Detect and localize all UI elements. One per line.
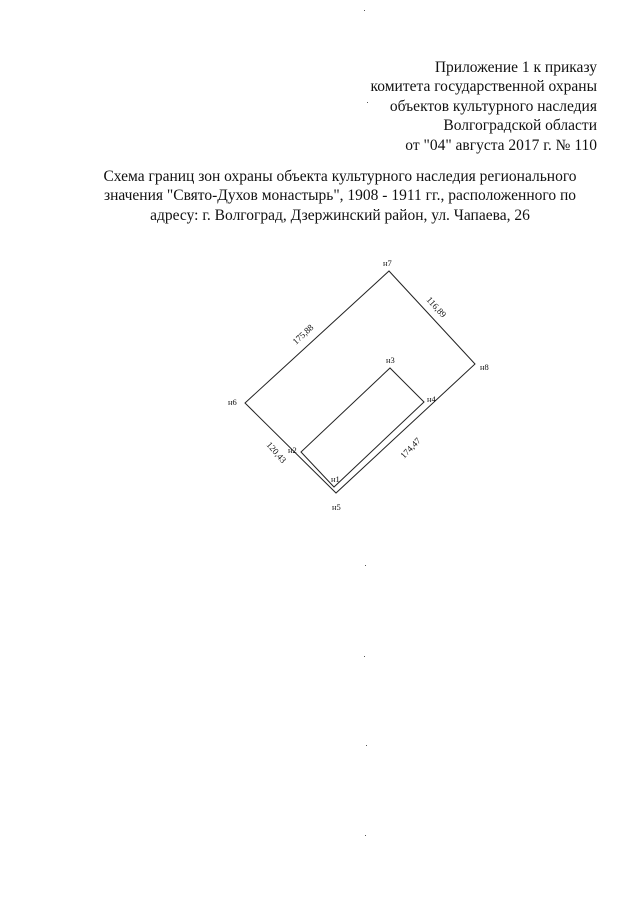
dimension-n6-n7: 175,88 bbox=[290, 322, 316, 347]
point-label-n7: н7 bbox=[383, 258, 392, 268]
scan-speck bbox=[367, 102, 368, 103]
point-label-n6: н6 bbox=[228, 397, 237, 407]
point-label-n3: н3 bbox=[386, 355, 395, 365]
scan-speck bbox=[366, 745, 367, 746]
title-line: Схема границ зон охраны объекта культурного наследия регионального bbox=[103, 168, 577, 185]
header-line: от "04" августа 2017 г. № 110 bbox=[405, 136, 597, 154]
scan-speck bbox=[365, 565, 366, 566]
scan-speck bbox=[365, 835, 366, 836]
scan-speck bbox=[364, 10, 365, 11]
dimension-n7-n8: 116,89 bbox=[424, 294, 449, 320]
point-label-n4: н4 bbox=[427, 394, 436, 404]
point-label-n5: н5 bbox=[332, 502, 341, 512]
header-line: Волгоградской области bbox=[443, 117, 597, 135]
dimension-n5-n6: 120,43 bbox=[264, 439, 289, 465]
header-line: объектов культурного наследия bbox=[389, 97, 597, 115]
title-line: адресу: г. Волгоград, Дзержинский район, ул. Чапаева, 26 bbox=[150, 206, 530, 224]
title-line: значения "Свято-Духов монастырь", 1908 - 1911 гг., расположенного по bbox=[103, 187, 577, 205]
inner-object-boundary bbox=[301, 368, 424, 487]
point-label-n8: н8 bbox=[480, 362, 489, 372]
scan-speck bbox=[364, 656, 365, 657]
point-label-n1: н1 bbox=[331, 474, 340, 484]
header-line: комитета государственной охраны bbox=[370, 78, 597, 96]
dimension-n8-n5: 174,47 bbox=[398, 435, 423, 461]
header-line: Приложение 1 к приказу bbox=[434, 59, 597, 76]
point-label-n2: н2 bbox=[288, 445, 297, 455]
